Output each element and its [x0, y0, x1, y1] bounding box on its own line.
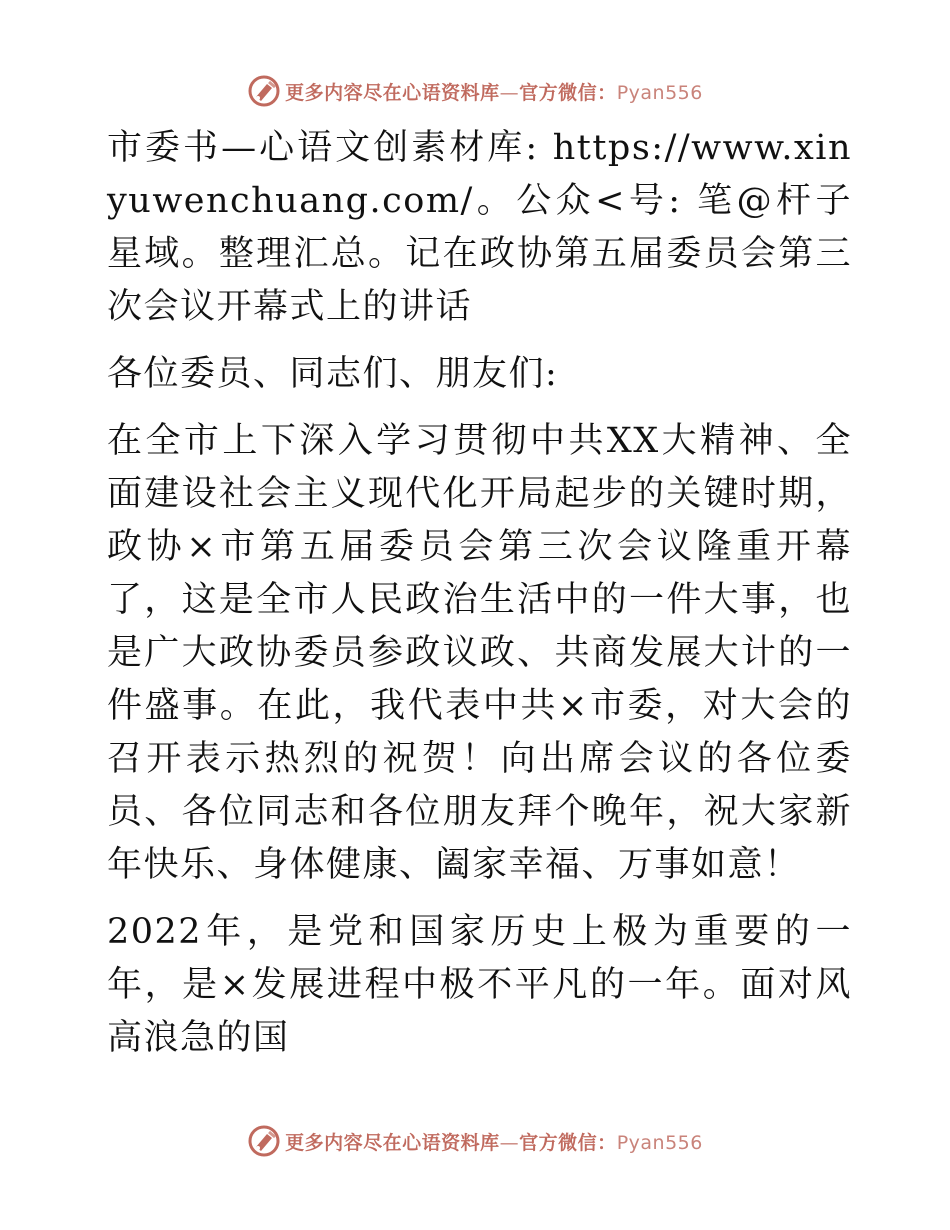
watermark-wechat-id: Pyan556 [616, 1131, 703, 1154]
paragraph-2: 2022年，是党和国家历史上极为重要的一年，是×发展进程中极不平凡的一年。面对风高浪急的国 [107, 912, 852, 1058]
watermark-text [285, 1128, 703, 1155]
title-paragraph: 市委书—心语文创素材库: https://www.xinyuwenchuang.com/。公众<号: 笔@杆子星域。整理汇总。记在政协第五届委员会第三次会议开幕式上的讲话 [107, 128, 852, 327]
watermark-main-text: 更多内容尽在心语资料库 [285, 81, 500, 104]
watermark-text [285, 78, 703, 105]
watermark-dash: — [499, 81, 520, 104]
header-watermark [0, 71, 950, 111]
watermark-official-label: 官方微信： [519, 1131, 617, 1154]
watermark-dash: — [499, 1131, 520, 1154]
paragraph-1: 在全市上下深入学习贯彻中共XX大精神、全面建设社会主义现代化开局起步的关键时期，政协×市第五届委员会第三次会议隆重开幕了，这是全市人民政治生活中的一件大事，也是广大政协委员参政议政、共商发展大计的一件盛事。在此，我代表中共×市委，对大会的召开表示热烈的祝贺！向出席会议的各位委员、各位同志和各位朋友拜个晚年，祝大家新年快乐、身体健康、阖家幸福、万事如意！ [107, 421, 852, 885]
brand-logo-icon [247, 1124, 281, 1158]
watermark-wechat-id: Pyan556 [616, 81, 703, 104]
footer-watermark [0, 1121, 950, 1161]
brand-logo-icon [247, 74, 281, 108]
document-body [97, 122, 852, 1065]
watermark-official-label: 官方微信： [519, 81, 617, 104]
watermark-main-text: 更多内容尽在心语资料库 [285, 1131, 500, 1154]
salutation: 各位委员、同志们、朋友们: [107, 354, 559, 394]
